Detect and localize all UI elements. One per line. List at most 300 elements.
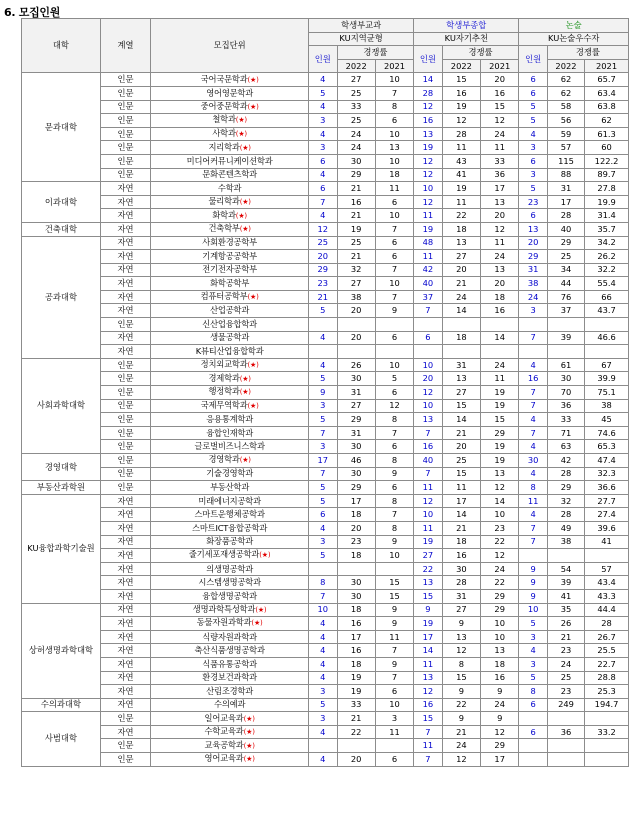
ratio-cell: 15 (442, 671, 480, 685)
star-mark: (★) (239, 198, 251, 207)
table-row (22, 209, 629, 223)
ratio-cell: 24 (481, 127, 519, 141)
table-row (22, 685, 629, 699)
track-cell: 자연 (100, 331, 150, 345)
ratio-cell: 41 (547, 589, 584, 603)
track-cell: 자연 (100, 345, 150, 359)
header-unit: 모집단위 (151, 19, 309, 73)
dept-cell (151, 154, 309, 168)
ratio-cell: 21 (442, 521, 480, 535)
ratio-cell: 29 (337, 481, 375, 495)
ratio-cell: 10 (375, 154, 413, 168)
ratio-cell: 25 (337, 114, 375, 128)
ratio-cell: 25.5 (585, 644, 629, 658)
star-mark: (★) (251, 619, 263, 628)
ratio-cell: 11 (481, 141, 519, 155)
inwon-cell: 7 (414, 304, 442, 318)
ratio-cell: 63.8 (585, 100, 629, 114)
inwon-cell: 11 (414, 739, 442, 753)
dept-cell (151, 358, 309, 372)
table-row (22, 331, 629, 345)
inwon-cell: 20 (519, 236, 547, 250)
ratio-cell (337, 739, 375, 753)
inwon-cell: 7 (309, 426, 337, 440)
ratio-cell: 21 (442, 725, 480, 739)
ratio-cell: 32.3 (585, 467, 629, 481)
ratio-cell: 6 (375, 195, 413, 209)
ratio-cell: 76 (547, 290, 584, 304)
dept-name: 줄기세포재생공학과 (188, 549, 260, 560)
inwon-cell: 5 (309, 413, 337, 427)
ratio-cell: 6 (375, 481, 413, 495)
ratio-cell (375, 318, 413, 332)
dept-name: 사학과 (212, 128, 236, 139)
dept-cell (151, 617, 309, 631)
ratio-cell: 15 (375, 589, 413, 603)
table-row (22, 617, 629, 631)
inwon-cell: 13 (519, 222, 547, 236)
inwon-cell: 30 (519, 454, 547, 468)
ratio-cell: 36 (481, 168, 519, 182)
ratio-cell: 15 (442, 73, 480, 87)
inwon-cell: 5 (309, 372, 337, 386)
ratio-cell (585, 549, 629, 563)
table-row (22, 222, 629, 236)
ratio-cell: 33.2 (585, 725, 629, 739)
header-inwon: 인원 (309, 46, 337, 73)
dept-name: 부동산학과 (210, 481, 250, 492)
ratio-cell: 54 (547, 562, 584, 576)
ratio-cell (547, 753, 584, 767)
inwon-cell: 3 (309, 399, 337, 413)
ratio-cell: 30 (337, 154, 375, 168)
inwon-cell: 4 (519, 127, 547, 141)
ratio-cell: 36.6 (585, 481, 629, 495)
ratio-cell: 27 (337, 73, 375, 87)
track-cell: 자연 (100, 549, 150, 563)
ratio-cell: 43 (442, 154, 480, 168)
college-name: KU융합과학기술원 (22, 494, 101, 603)
dept-name: 글로벌비즈니스학과 (194, 441, 265, 452)
inwon-cell: 6 (309, 508, 337, 522)
table-row (22, 236, 629, 250)
inwon-cell: 13 (414, 127, 442, 141)
dept-name: 시스템생명공학과 (198, 577, 261, 588)
ratio-cell: 9 (481, 685, 519, 699)
table-row (22, 603, 629, 617)
ratio-cell: 57 (585, 562, 629, 576)
dept-name: K뷰티산업융합학과 (195, 346, 264, 357)
dept-cell (151, 399, 309, 413)
ratio-cell: 8 (375, 413, 413, 427)
track-cell: 자연 (100, 521, 150, 535)
dept-cell (151, 304, 309, 318)
inwon-cell: 19 (414, 535, 442, 549)
inwon-cell: 3 (309, 141, 337, 155)
ratio-cell: 28 (585, 617, 629, 631)
inwon-cell: 5 (519, 114, 547, 128)
ratio-cell: 22 (481, 576, 519, 590)
table-row (22, 508, 629, 522)
inwon-cell: 4 (309, 657, 337, 671)
ratio-cell: 31 (547, 182, 584, 196)
inwon-cell: 3 (519, 141, 547, 155)
dept-cell (151, 739, 309, 753)
inwon-cell: 4 (309, 73, 337, 87)
ratio-cell: 25 (337, 86, 375, 100)
dept-name: 수학과 (217, 182, 242, 193)
ratio-cell: 12 (481, 725, 519, 739)
inwon-cell: 9 (519, 589, 547, 603)
dept-cell (151, 603, 309, 617)
ratio-cell: 26.2 (585, 250, 629, 264)
ratio-cell: 23 (337, 535, 375, 549)
ratio-cell: 24 (442, 290, 480, 304)
inwon-cell: 3 (519, 630, 547, 644)
ratio-cell: 18 (481, 657, 519, 671)
ratio-cell: 19 (481, 454, 519, 468)
ratio-cell: 17 (481, 182, 519, 196)
inwon-cell: 13 (414, 576, 442, 590)
dept-cell (151, 372, 309, 386)
ratio-cell: 32 (337, 263, 375, 277)
table-row (22, 630, 629, 644)
inwon-cell: 6 (519, 698, 547, 712)
ratio-cell: 41 (585, 535, 629, 549)
inwon-cell (414, 318, 442, 332)
ratio-cell: 5 (375, 372, 413, 386)
table-row (22, 739, 629, 753)
table-row (22, 562, 629, 576)
ratio-cell: 11 (442, 481, 480, 495)
ratio-cell: 13 (442, 236, 480, 250)
dept-cell (151, 277, 309, 291)
inwon-cell: 42 (414, 263, 442, 277)
dept-name: 미디어커뮤니케이션학과 (186, 155, 273, 166)
dept-cell (151, 141, 309, 155)
ratio-cell: 7 (375, 671, 413, 685)
ratio-cell: 9 (481, 712, 519, 726)
inwon-cell: 3 (309, 685, 337, 699)
ratio-cell: 27 (442, 250, 480, 264)
ratio-cell: 6 (375, 114, 413, 128)
inwon-cell: 10 (414, 358, 442, 372)
dept-name: 화장품공학과 (206, 536, 254, 547)
inwon-cell: 7 (414, 725, 442, 739)
inwon-cell: 37 (414, 290, 442, 304)
ratio-cell: 16 (481, 304, 519, 318)
dept-name: 식품유통공학과 (202, 658, 257, 669)
ratio-cell: 41 (442, 168, 480, 182)
ratio-cell: 25 (547, 671, 584, 685)
ratio-cell: 14 (442, 508, 480, 522)
inwon-cell: 11 (414, 657, 442, 671)
ratio-cell: 7 (375, 426, 413, 440)
track-cell: 자연 (100, 222, 150, 236)
inwon-cell: 7 (519, 535, 547, 549)
dept-cell (151, 508, 309, 522)
dept-name: 영어영문학과 (206, 87, 254, 98)
inwon-cell: 4 (519, 508, 547, 522)
ratio-cell: 7 (375, 644, 413, 658)
ratio-cell (375, 345, 413, 359)
inwon-cell: 16 (519, 372, 547, 386)
inwon-cell (519, 549, 547, 563)
ratio-cell: 56 (547, 114, 584, 128)
dept-cell (151, 86, 309, 100)
ratio-cell: 19.9 (585, 195, 629, 209)
star-mark: (★) (247, 75, 259, 84)
ratio-cell: 44 (547, 277, 584, 291)
ratio-cell (585, 753, 629, 767)
ratio-cell: 70 (547, 386, 584, 400)
ratio-cell: 32.2 (585, 263, 629, 277)
table-row (22, 481, 629, 495)
table-row (22, 358, 629, 372)
inwon-cell (519, 345, 547, 359)
dept-cell (151, 644, 309, 658)
ratio-cell: 11 (442, 195, 480, 209)
ratio-cell: 30 (442, 562, 480, 576)
dept-cell (151, 589, 309, 603)
ratio-cell: 44.4 (585, 603, 629, 617)
ratio-cell: 8 (375, 494, 413, 508)
inwon-cell: 14 (414, 73, 442, 87)
table-row (22, 440, 629, 454)
inwon-cell: 19 (414, 222, 442, 236)
ratio-cell: 31 (337, 426, 375, 440)
ratio-cell: 10 (375, 73, 413, 87)
dept-cell (151, 725, 309, 739)
ratio-cell (481, 318, 519, 332)
ratio-cell: 55.4 (585, 277, 629, 291)
inwon-cell: 5 (309, 494, 337, 508)
ratio-cell: 59 (547, 127, 584, 141)
header-ratio: 경쟁률 (442, 46, 519, 60)
ratio-cell: 24 (481, 358, 519, 372)
inwon-cell: 4 (309, 630, 337, 644)
dept-name: 수의예과 (214, 699, 246, 710)
ratio-cell: 31.4 (585, 209, 629, 223)
dept-cell (151, 100, 309, 114)
dept-name: 국제무역학과 (200, 399, 248, 410)
ratio-cell: 10 (481, 508, 519, 522)
inwon-cell: 13 (414, 413, 442, 427)
dept-name: 경영학과 (208, 454, 240, 465)
inwon-cell: 12 (414, 100, 442, 114)
ratio-cell: 45 (585, 413, 629, 427)
ratio-cell: 38 (337, 290, 375, 304)
ratio-cell: 39 (547, 576, 584, 590)
dept-cell (151, 549, 309, 563)
dept-cell (151, 209, 309, 223)
inwon-cell: 5 (519, 617, 547, 631)
ratio-cell (547, 712, 584, 726)
ratio-cell: 10 (481, 617, 519, 631)
track-cell: 자연 (100, 657, 150, 671)
ratio-cell: 12 (481, 549, 519, 563)
inwon-cell: 6 (519, 86, 547, 100)
dept-cell (151, 345, 309, 359)
inwon-cell: 7 (519, 521, 547, 535)
inwon-cell: 12 (414, 386, 442, 400)
star-mark: (★) (247, 361, 259, 370)
inwon-cell: 29 (309, 263, 337, 277)
inwon-cell: 17 (414, 630, 442, 644)
dept-cell (151, 481, 309, 495)
inwon-cell: 16 (414, 440, 442, 454)
table-row (22, 725, 629, 739)
ratio-cell: 15 (442, 467, 480, 481)
track-cell: 인문 (100, 114, 150, 128)
ratio-cell: 8 (375, 100, 413, 114)
inwon-cell: 23 (309, 277, 337, 291)
inwon-cell: 3 (309, 535, 337, 549)
ratio-cell: 18 (375, 168, 413, 182)
college-name: 건축대학 (22, 222, 101, 236)
dept-name: 영어교육과 (204, 753, 244, 764)
ratio-cell (585, 345, 629, 359)
ratio-cell: 29 (547, 236, 584, 250)
ratio-cell: 65.7 (585, 73, 629, 87)
ratio-cell: 16 (337, 644, 375, 658)
inwon-cell: 5 (309, 549, 337, 563)
ratio-cell: 43.4 (585, 576, 629, 590)
ratio-cell: 14 (481, 331, 519, 345)
ratio-cell: 13 (481, 195, 519, 209)
ratio-cell: 29 (481, 603, 519, 617)
header-year: 2022 (337, 59, 375, 73)
college-name: 부동산과학원 (22, 481, 101, 495)
inwon-cell (309, 345, 337, 359)
ratio-cell: 7 (375, 263, 413, 277)
ratio-cell: 31 (442, 358, 480, 372)
table-row (22, 657, 629, 671)
ratio-cell: 27.8 (585, 182, 629, 196)
ratio-cell: 39.6 (585, 521, 629, 535)
table-row (22, 86, 629, 100)
inwon-cell: 6 (519, 154, 547, 168)
college-name: 사회과학대학 (22, 358, 101, 453)
inwon-cell: 16 (414, 114, 442, 128)
dept-name: 경제학과 (208, 372, 240, 383)
table-row (22, 671, 629, 685)
ratio-cell (442, 318, 480, 332)
track-cell: 자연 (100, 195, 150, 209)
inwon-cell: 6 (309, 154, 337, 168)
star-mark: (★) (243, 755, 255, 764)
ratio-cell: 115 (547, 154, 584, 168)
ratio-cell: 62 (547, 86, 584, 100)
inwon-cell: 20 (309, 250, 337, 264)
ratio-cell: 19 (442, 100, 480, 114)
inwon-cell: 25 (309, 236, 337, 250)
star-mark: (★) (259, 551, 271, 560)
ratio-cell: 30 (337, 440, 375, 454)
ratio-cell: 15 (481, 100, 519, 114)
ratio-cell: 10 (375, 127, 413, 141)
ratio-cell: 29 (337, 413, 375, 427)
inwon-cell: 4 (309, 725, 337, 739)
header-group-jonghap: 학생부종합 (414, 19, 519, 33)
track-cell: 인문 (100, 481, 150, 495)
dept-cell (151, 685, 309, 699)
ratio-cell: 7 (375, 222, 413, 236)
inwon-cell: 11 (414, 250, 442, 264)
ratio-cell: 40 (547, 222, 584, 236)
ratio-cell: 13 (481, 644, 519, 658)
ratio-cell: 19 (481, 386, 519, 400)
table-row (22, 372, 629, 386)
inwon-cell: 24 (519, 290, 547, 304)
ratio-cell: 20 (481, 209, 519, 223)
ratio-cell: 75.1 (585, 386, 629, 400)
inwon-cell: 7 (414, 426, 442, 440)
inwon-cell: 10 (414, 182, 442, 196)
inwon-cell: 7 (519, 331, 547, 345)
ratio-cell: 62 (547, 73, 584, 87)
inwon-cell: 6 (519, 725, 547, 739)
inwon-cell (309, 562, 337, 576)
inwon-cell: 10 (309, 603, 337, 617)
track-cell: 인문 (100, 168, 150, 182)
ratio-cell: 49 (547, 521, 584, 535)
inwon-cell: 4 (309, 671, 337, 685)
ratio-cell: 15 (375, 576, 413, 590)
ratio-cell: 23 (547, 685, 584, 699)
ratio-cell: 20 (337, 753, 375, 767)
inwon-cell: 5 (309, 86, 337, 100)
ratio-cell: 25 (337, 236, 375, 250)
ratio-cell: 7 (375, 290, 413, 304)
table-row (22, 141, 629, 155)
table-body (22, 73, 629, 766)
ratio-cell: 21 (442, 277, 480, 291)
ratio-cell: 22 (442, 698, 480, 712)
ratio-cell: 194.7 (585, 698, 629, 712)
inwon-cell: 7 (519, 426, 547, 440)
ratio-cell (337, 345, 375, 359)
track-cell: 인문 (100, 399, 150, 413)
inwon-cell: 11 (519, 494, 547, 508)
table-row (22, 195, 629, 209)
track-cell: 자연 (100, 535, 150, 549)
table-row (22, 386, 629, 400)
inwon-cell: 12 (414, 195, 442, 209)
ratio-cell: 34 (547, 263, 584, 277)
inwon-cell: 4 (519, 467, 547, 481)
inwon-cell: 3 (519, 168, 547, 182)
ratio-cell: 26 (547, 617, 584, 631)
college-name: 수의과대학 (22, 698, 101, 712)
ratio-cell: 20 (442, 440, 480, 454)
inwon-cell: 28 (414, 86, 442, 100)
ratio-cell: 28 (547, 209, 584, 223)
dept-name: 융합인재학과 (206, 427, 254, 438)
dept-cell (151, 127, 309, 141)
header-year: 2021 (481, 59, 519, 73)
table-row (22, 454, 629, 468)
dept-name: 철학과 (212, 114, 236, 125)
inwon-cell: 4 (309, 753, 337, 767)
ratio-cell: 15 (442, 399, 480, 413)
ratio-cell: 62 (585, 114, 629, 128)
inwon-cell: 8 (519, 481, 547, 495)
ratio-cell: 29 (481, 426, 519, 440)
ratio-cell: 46 (337, 454, 375, 468)
dept-name: 기술경영학과 (206, 468, 254, 479)
track-cell: 자연 (100, 644, 150, 658)
